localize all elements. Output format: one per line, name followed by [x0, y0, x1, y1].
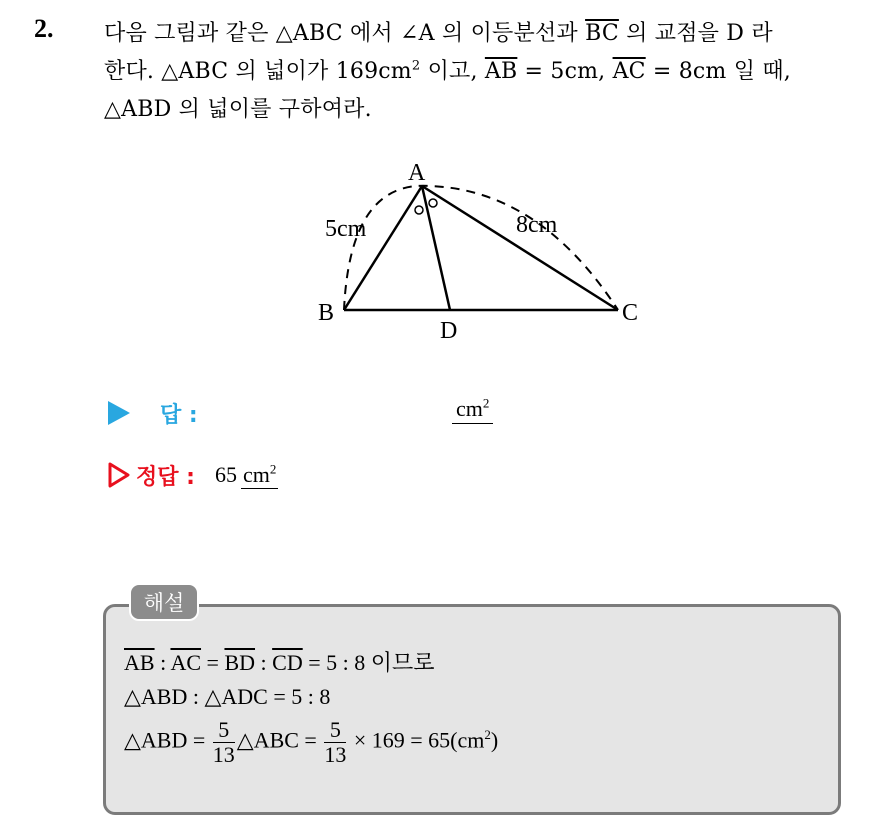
label-d: D: [440, 318, 458, 344]
segment-ac: $\overline{AC}$: [170, 650, 202, 675]
equals: =: [201, 650, 225, 675]
fraction: [324, 718, 346, 767]
question-line-3: △ABD 의 넓이를 구하여라.: [104, 97, 372, 122]
correct-answer-row: [108, 458, 278, 492]
question-text: 한다. △ABC 의 넓이가 169cm: [104, 59, 412, 84]
answer-blank[interactable]: [452, 396, 493, 424]
numerator: 5: [213, 718, 235, 743]
correct-answer-value: [215, 462, 278, 488]
label-c: C: [622, 300, 639, 326]
question-text: 의 교점을 D 라: [626, 21, 773, 46]
formula-text: × 169 = 65(cm: [353, 727, 485, 753]
formula-text: △ABD =: [124, 727, 206, 753]
question-line-1: [104, 16, 773, 47]
question-text: 다음 그림과 같은 △ABC 에서 ∠A 의 이등분선과: [104, 21, 578, 46]
unit: [241, 462, 278, 489]
length-ab: 5cm: [325, 216, 367, 242]
explanation-line-2: △ABD : △ADC = 5 : 8: [124, 684, 331, 709]
triangle-figure: [300, 150, 660, 350]
length-ac: 8cm: [516, 212, 558, 238]
question-text: = 5cm,: [524, 59, 606, 84]
label-a: A: [408, 160, 426, 186]
question-number: 2.: [34, 14, 54, 43]
segment-bd: $\overline{BD}$: [224, 650, 256, 675]
explanation-tab: 해설: [129, 583, 199, 621]
fraction: [213, 718, 235, 767]
correct-answer-label: 정답 :: [136, 464, 195, 490]
answer-label: 답 :: [160, 402, 198, 428]
denominator: 13: [212, 742, 235, 767]
superscript: 2: [482, 395, 490, 411]
denominator: 13: [324, 742, 347, 767]
unit-text: cm: [242, 462, 270, 487]
side-ab: [344, 186, 422, 310]
explanation-line-1: [124, 646, 434, 677]
question-text: = 8cm 일 때,: [652, 59, 791, 84]
side-ac: [422, 186, 618, 310]
colon: :: [154, 650, 171, 675]
question-text: 이고,: [427, 59, 478, 84]
segment-ac: $\overline{AC}$: [612, 59, 646, 84]
explanation-line-3: [124, 718, 498, 767]
segment-cd: $\overline{CD}$: [272, 650, 303, 675]
numerator: 5: [324, 718, 346, 743]
value: 65: [214, 462, 237, 487]
segment-ab: $\overline{AB}$: [124, 650, 155, 675]
angle-mark: [429, 199, 437, 207]
triangle-diagram: [300, 150, 660, 350]
formula-text: ): [490, 727, 499, 753]
segment-ab: $\overline{AB}$: [484, 59, 518, 84]
superscript: 2: [411, 58, 421, 74]
unit: cm: [456, 396, 483, 421]
superscript: 2: [269, 461, 277, 477]
outline-triangle-icon: [108, 462, 130, 488]
dashed-arc: [344, 186, 618, 310]
question-line-2: [104, 54, 791, 85]
answer-row: [108, 396, 198, 430]
ratio-text: = 5 : 8 이므로: [302, 650, 435, 675]
label-b: B: [318, 300, 335, 326]
play-triangle-icon: [108, 401, 130, 425]
angle-mark: [415, 206, 423, 214]
superscript: 2: [484, 727, 491, 743]
segment-bc: $\overline{BC}$: [585, 21, 619, 46]
formula-text: △ABC =: [236, 727, 317, 753]
colon: :: [255, 650, 273, 675]
